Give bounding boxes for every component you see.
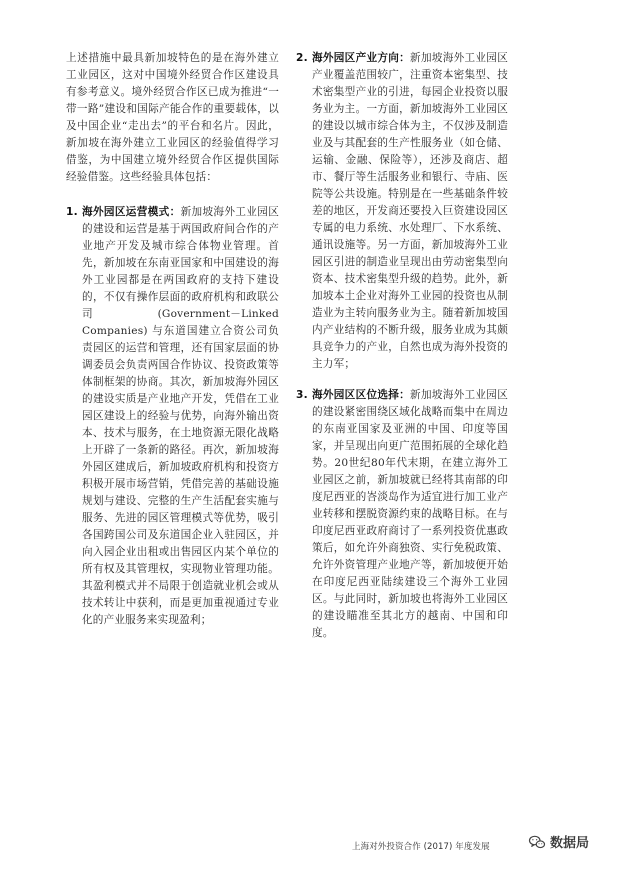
list-number: 1. — [66, 206, 78, 218]
list-item-title: 海外园区运营模式： — [82, 206, 181, 218]
list-item-industry-direction — [296, 50, 508, 373]
list-item-location-choice — [296, 387, 508, 642]
right-column — [296, 50, 508, 656]
intro-paragraph: 上述措施中最具新加坡特色的是在海外建立工业园区，这对中国境外经贸合作区建设具有参考意义。境外经贸合作区已成为推进“一带一路”建设和国际产能合作的重要载体，以及中国企业“走出去”的平台和名片。因此，新加坡在海外建立工业园区的经验值得学习借鉴，为中国建立境外经贸合作区提供国际经验借鉴。这些经验具体包括： — [66, 52, 279, 183]
watermark — [528, 832, 589, 851]
left-column — [66, 50, 279, 643]
list-item-text: 新加坡海外工业园区产业覆盖范围较广，注重资本密集型、技术密集型产业的引进，每园企业投资以服务业为主。一方面，新加坡海外工业园区的建设以城市综合体为主，不仅涉及制造业及与其配套的生产性服务业（如仓储、运输、金融、保险等），还涉及商店、超市、餐厅等生活服务业和银行、寺庙、医院等公共设施。特别是在一些基础条件较差的地区，开发商还要投入巨资建设园区专属的电力系统、水处理厂、下水系统、通讯设施等。另一方面，新加坡海外工业园区引进的制造业呈现出由劳动密集型向资本、技术密集型升级的趋势。此外，新加坡本土企业对海外工业园的投资也从制造业为主转向服务业为主。随着新加坡国内产业结构的不断升级，服务业成为其颇具竞争力的产业，自然也成为海外投资的主力军； — [312, 52, 508, 370]
wechat-icon — [528, 833, 546, 851]
list-item-text: 新加坡海外工业园区的建设紧密围绕区域化战略而集中在周边的东南亚国家及亚洲的中国、印度等国家，并呈现出向更广范围拓展的全球化趋势。20世纪80年代末期，在建立海外工业园区之前，新加坡就已经将其南部的印度尼西亚的峇淡岛作为适宜进行加工业产业转移和摆脱资源约束的战略目标。在与印度尼西亚政府商讨了一系列投资优惠政策后，如允许外商独资、实行免税政策、允许外资管理产业地产等，新加坡便开始在印度尼西亚陆续建设三个海外工业园区。与此同时，新加坡也将海外工业园区的建设瞄准至其北方的越南、中国和印度。 — [312, 389, 508, 639]
list-item-title: 海外园区产业方向： — [312, 52, 411, 64]
list-item-text: 新加坡海外工业园区的建设和运营是基于两国政府间合作的产业地产开发及城市综合体物业管理。首先，新加坡在东南亚国家和中国建设的海外工业园都是在两国政府的支持下建设的，不仅有操作层面的政府机构和政联公司 (Government－Linked Companies) 与东道国建立合资公司负责园区的运营和管理，还有国家层面的协调委员会负责两国合作协议、投资政策等体制框架的协商。其次，新加坡海外园区的建设实质是产业地产开发，凭借在工业园区建设上的经验与优势，向海外输出资本、技术与服务，在土地资源无限化战略上开辟了一条新的路径。再次，新加坡海外园区建成后，新加坡政府机构和投资方积极开展市场营销，凭借完善的基础设施规划与建设、完整的生产生活配套实施与服务、先进的园区管理模式等优势，吸引各国跨国公司及东道国企业入驻园区，并向入园企业出租或出售园区内某个单位的所有权及其管理权，实现物业管理功能。其盈利模式并不局限于创造就业机会或从技术转让中获利，而是更加重视通过专业化的产业服务来实现盈利； — [82, 206, 279, 626]
watermark-text: 数据局 — [550, 836, 590, 851]
page-footer: 上海对外投资合作 (2017) 年度发展 — [352, 842, 490, 852]
list-item-operation-mode — [66, 204, 279, 629]
list-item-title: 海外园区区位选择： — [312, 389, 411, 401]
list-number: 3. — [296, 389, 308, 401]
list-number: 2. — [296, 52, 308, 64]
